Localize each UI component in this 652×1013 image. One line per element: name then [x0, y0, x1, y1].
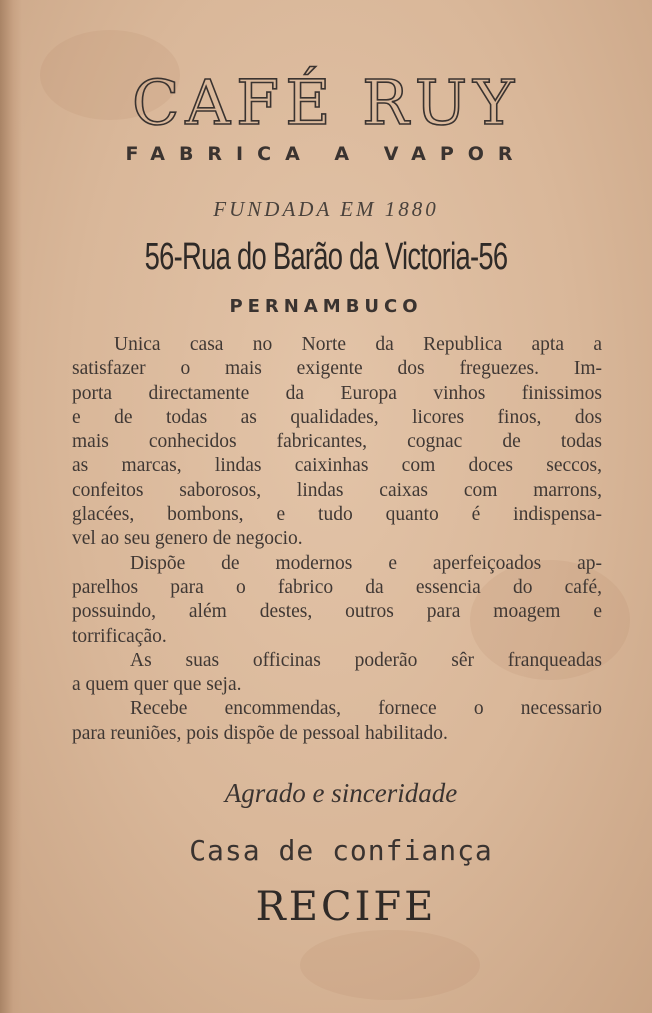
brand-title: CAFÉ RUY: [131, 66, 521, 139]
founded-line: FUNDADA EM 1880: [213, 197, 439, 221]
body-line: Dispõe de modernos e aperfeiçoados ap-: [130, 552, 602, 574]
body-line: parelhos para o fabrico da essencia do café,: [72, 576, 602, 598]
place-name: RECIFE: [255, 884, 437, 930]
tagline: Casa de confiança: [189, 834, 493, 867]
body-line: para reuniões, pois dispõe de pessoal habilitado.: [72, 722, 448, 744]
city-name: PERNAMBUCO: [229, 296, 423, 317]
body-line: glacées, bombons, e tudo quanto é indispensa-: [72, 504, 602, 526]
body-line: porta directamente da Europa vinhos finissimos: [72, 382, 602, 404]
body-line: e de todas as qualidades, licores finos, dos: [72, 406, 602, 428]
body-line: a quem quer que seja.: [72, 674, 242, 696]
body-line: torrificação.: [72, 625, 167, 647]
street-address: 56-Rua do Barão da Victoria-56: [144, 236, 508, 278]
body-line: satisfazer o mais exigente dos freguezes. Im-: [72, 358, 602, 380]
body-paragraphs: [72, 333, 602, 746]
motto: Agrado e sinceridade: [224, 778, 458, 808]
body-line: as marcas, lindas caixinhas com doces seccos,: [72, 455, 602, 477]
body-line: confeitos saborosos, lindas caixas com marrons,: [72, 479, 602, 501]
body-line: mais conhecidos fabricantes, cognac de todas: [72, 431, 602, 453]
body-line: As suas officinas poderão sêr franqueadas: [130, 649, 602, 671]
body-line: possuindo, além destes, outros para moagem e: [72, 601, 602, 623]
brand-subtitle: FABRICA A VAPOR: [125, 143, 527, 165]
paper-stain: [300, 930, 480, 1000]
body-line: vel ao seu genero de negocio.: [72, 528, 303, 550]
body-line: Unica casa no Norte da Republica apta a: [114, 334, 602, 355]
body-line: Recebe encommendas, fornece o necessario: [130, 698, 602, 720]
